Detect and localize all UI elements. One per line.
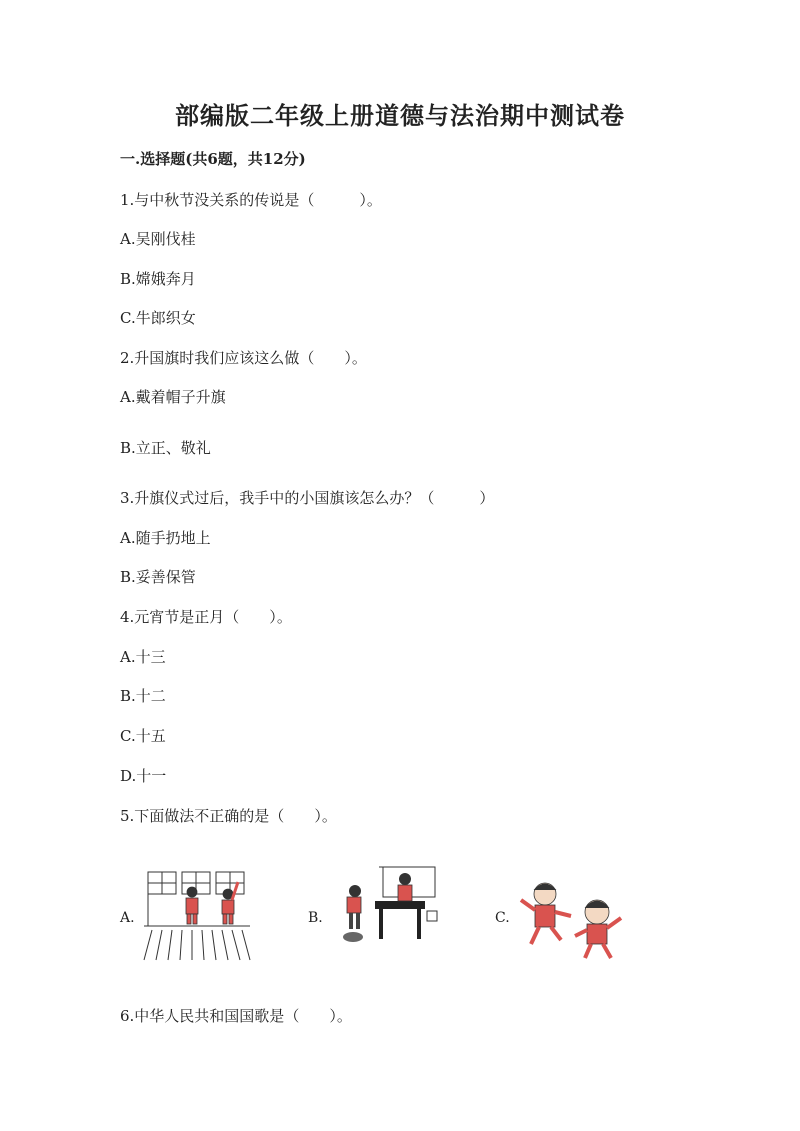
question-4: 4.元宵节是正月（ ）。 (120, 608, 292, 626)
children-at-window-illustration (142, 868, 252, 963)
q3-option-b: B.妥善保管 (120, 568, 196, 586)
q4-option-b: B.十二 (120, 687, 166, 705)
question-2: 2.升国旗时我们应该这么做（ ）。 (120, 349, 367, 367)
q5-option-b-label: B. (308, 910, 323, 926)
q1-option-b: B.嫦娥奔月 (120, 270, 196, 288)
section-heading: 一.选择题(共6题，共12分) (120, 150, 306, 168)
q5-option-a-label: A. (120, 910, 135, 926)
students-cleaning-illustration (335, 865, 440, 950)
q4-option-c: C.十五 (120, 727, 166, 745)
q1-option-c: C.牛郎织女 (120, 309, 196, 327)
page-title: 部编版二年级上册道德与法治期中测试卷 (175, 101, 625, 130)
question-6: 6.中华人民共和国国歌是（ ）。 (120, 1007, 352, 1025)
q5-option-c-label: C. (495, 910, 510, 926)
q3-option-a: A.随手扔地上 (120, 529, 211, 547)
question-5: 5.下面做法不正确的是（ ）。 (120, 807, 337, 825)
question-3: 3.升旗仪式过后，我手中的小国旗该怎么办？（ ） (120, 489, 495, 507)
q1-option-a: A.吴刚伐桂 (120, 230, 196, 248)
question-1: 1.与中秋节没关系的传说是（ ）。 (120, 191, 382, 209)
q4-option-d: D.十一 (120, 767, 167, 785)
q2-option-b: B.立正、敬礼 (120, 439, 211, 457)
q4-option-a: A.十三 (120, 648, 166, 666)
children-fighting-illustration (515, 878, 630, 963)
q2-option-a: A.戴着帽子升旗 (120, 388, 226, 406)
